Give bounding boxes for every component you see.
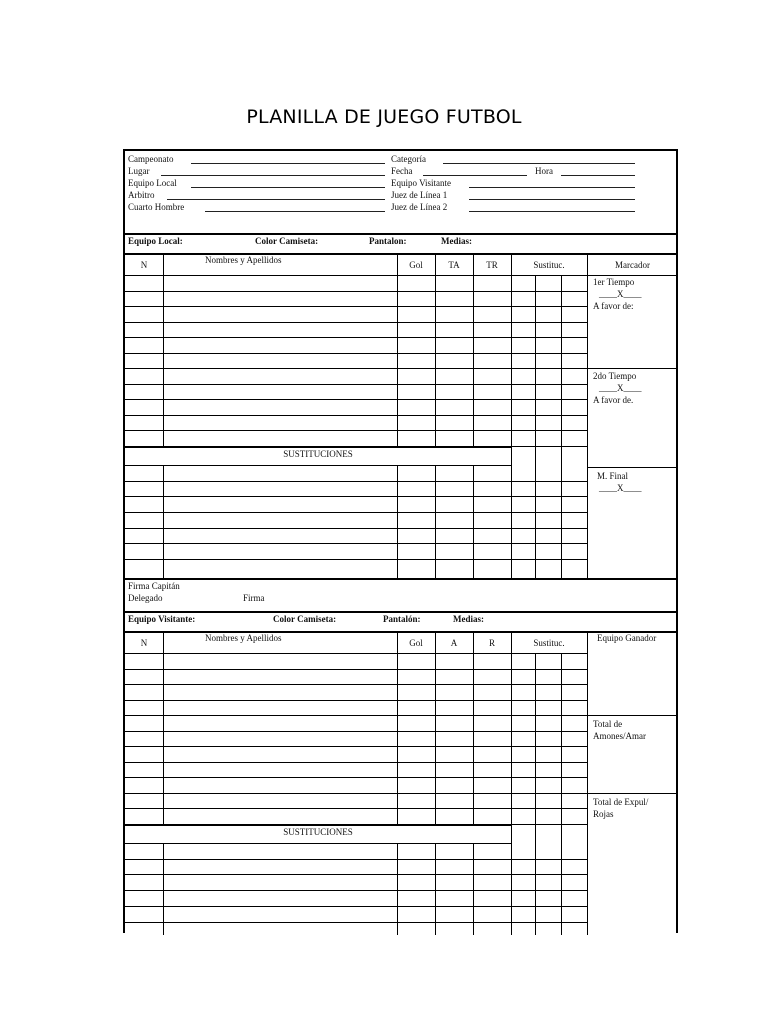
- cuarto-hombre-line[interactable]: [205, 211, 385, 212]
- grid-hline: [125, 512, 587, 513]
- divider: [125, 578, 678, 580]
- hora-line[interactable]: [561, 175, 635, 176]
- visitor-col-sustituc: Sustituc.: [533, 638, 565, 648]
- final-score-x[interactable]: ____X____: [599, 483, 642, 493]
- local-shirt-label: Color Camiseta:: [255, 236, 319, 246]
- score-2nd-x[interactable]: ____X____: [599, 383, 642, 393]
- grid-hline: [125, 890, 587, 891]
- divider: [125, 233, 678, 235]
- visitor-col-gol: Gol: [409, 638, 423, 648]
- captain-signature-label: Firma Capitán: [128, 581, 180, 591]
- score-1st-favor: A favor de:: [593, 301, 634, 311]
- arbitro-line[interactable]: [167, 199, 385, 200]
- grid-vline: [163, 631, 164, 825]
- juez-linea-2-label: Juez de Línea 2: [391, 202, 448, 212]
- visitor-col-name: Nombres y Apellidos: [205, 633, 282, 643]
- local-col-n: N: [140, 260, 148, 270]
- fecha-label: Fecha: [391, 166, 413, 176]
- local-col-tr: TR: [486, 260, 498, 270]
- campeonato-line[interactable]: [191, 163, 385, 164]
- grid-hline: [125, 559, 587, 560]
- grid-hline: [587, 368, 678, 369]
- score-1st-half-label: 1er Tiempo: [593, 277, 635, 287]
- categoria-line[interactable]: [443, 163, 635, 164]
- page-title: PLANILLA DE JUEGO FUTBOL: [246, 106, 522, 128]
- grid-vline: [163, 253, 164, 447]
- grid-vline: [397, 253, 398, 447]
- visitor-team-label: Equipo Visitante:: [128, 614, 196, 624]
- grid-hline: [125, 746, 587, 747]
- total-yellow-label: Total de Amones/Amar: [593, 719, 646, 741]
- cuarto-hombre-label: Cuarto Hombre: [128, 202, 185, 212]
- grid-hline: [125, 669, 587, 670]
- score-2nd-half-label: 2do Tiempo: [593, 371, 637, 381]
- grid-hline: [125, 825, 511, 826]
- lugar-line[interactable]: [161, 175, 385, 176]
- juez-linea-1-line[interactable]: [469, 199, 635, 200]
- grid-hline: [125, 653, 587, 654]
- signature-label: Firma: [243, 593, 265, 603]
- local-col-name: Nombres y Apellidos: [205, 255, 282, 265]
- total-red-label: Total de Expul/ Rojas: [593, 797, 649, 819]
- score-1st-x[interactable]: ____X____: [599, 289, 642, 299]
- grid-hline: [125, 715, 587, 716]
- juez-linea-2-line[interactable]: [469, 211, 635, 212]
- grid-vline: [435, 253, 436, 447]
- equipo-visitante-line[interactable]: [469, 187, 635, 188]
- grid-hline: [125, 368, 587, 369]
- grid-vline: [435, 631, 436, 825]
- visitor-shirt-label: Color Camiseta:: [273, 614, 337, 624]
- grid-hline: [587, 793, 678, 794]
- grid-hline: [125, 481, 587, 482]
- grid-hline: [125, 306, 587, 307]
- visitor-substitutions-label: SUSTITUCIONES: [283, 827, 353, 837]
- visitor-col-a: A: [450, 638, 458, 648]
- visitor-pants-label: Pantalón:: [383, 614, 421, 624]
- grid-hline: [125, 700, 587, 701]
- visitor-col-r: R: [488, 638, 495, 648]
- grid-hline: [125, 762, 587, 763]
- grid-hline: [125, 793, 587, 794]
- equipo-local-label: Equipo Local: [128, 178, 177, 188]
- grid-hline: [125, 731, 587, 732]
- grid-hline: [125, 684, 587, 685]
- divider: [125, 611, 678, 613]
- local-col-marcador: Marcador: [615, 260, 650, 270]
- match-sheet: [123, 149, 678, 933]
- grid-hline: [125, 415, 587, 416]
- grid-hline: [125, 808, 587, 809]
- grid-hline: [587, 467, 678, 468]
- visitor-socks-label: Medias:: [453, 614, 484, 624]
- grid-hline: [587, 715, 678, 716]
- local-pants-label: Pantalon:: [369, 236, 407, 246]
- hora-label: Hora: [535, 166, 553, 176]
- grid-hline: [125, 859, 587, 860]
- grid-hline: [125, 496, 587, 497]
- grid-hline: [125, 543, 587, 544]
- grid-hline: [125, 874, 587, 875]
- local-col-gol: Gol: [409, 260, 423, 270]
- grid-hline: [125, 275, 678, 276]
- grid-vline: [535, 653, 536, 935]
- local-team-label: Equipo Local:: [128, 236, 183, 246]
- grid-vline: [587, 631, 588, 935]
- local-col-sustituc: Sustituc.: [533, 260, 565, 270]
- grid-hline: [125, 922, 587, 923]
- grid-vline: [397, 631, 398, 825]
- grid-hline: [125, 337, 587, 338]
- grid-hline: [125, 399, 587, 400]
- equipo-local-line[interactable]: [191, 187, 385, 188]
- grid-hline: [125, 906, 587, 907]
- juez-linea-1-label: Juez de Línea 1: [391, 190, 448, 200]
- grid-hline: [125, 528, 587, 529]
- grid-hline: [125, 291, 587, 292]
- delegate-label: Delegado: [128, 593, 163, 603]
- grid-hline: [125, 430, 587, 431]
- equipo-visitante-label: Equipo Visitante: [391, 178, 452, 188]
- grid-hline: [125, 843, 511, 844]
- categoria-label: Categoría: [391, 154, 426, 164]
- grid-vline: [473, 253, 474, 447]
- campeonato-label: Campeonato: [128, 154, 174, 164]
- score-2nd-favor: A favor de.: [593, 395, 634, 405]
- grid-hline: [125, 447, 511, 448]
- grid-hline: [125, 777, 587, 778]
- local-socks-label: Medias:: [441, 236, 472, 246]
- grid-vline: [587, 253, 588, 578]
- grid-hline: [125, 322, 587, 323]
- grid-hline: [125, 384, 587, 385]
- lugar-label: Lugar: [128, 166, 150, 176]
- final-score-label: M. Final: [597, 471, 629, 481]
- visitor-col-n: N: [140, 638, 148, 648]
- grid-vline: [535, 275, 536, 578]
- grid-hline: [125, 465, 511, 466]
- grid-hline: [125, 353, 587, 354]
- grid-vline: [561, 275, 562, 578]
- local-col-ta: TA: [448, 260, 460, 270]
- visitor-col-winner: Equipo Ganador: [597, 633, 657, 643]
- grid-vline: [561, 653, 562, 935]
- grid-vline: [473, 631, 474, 825]
- local-substitutions-label: SUSTITUCIONES: [283, 449, 353, 459]
- arbitro-label: Arbitro: [128, 190, 155, 200]
- fecha-line[interactable]: [423, 175, 527, 176]
